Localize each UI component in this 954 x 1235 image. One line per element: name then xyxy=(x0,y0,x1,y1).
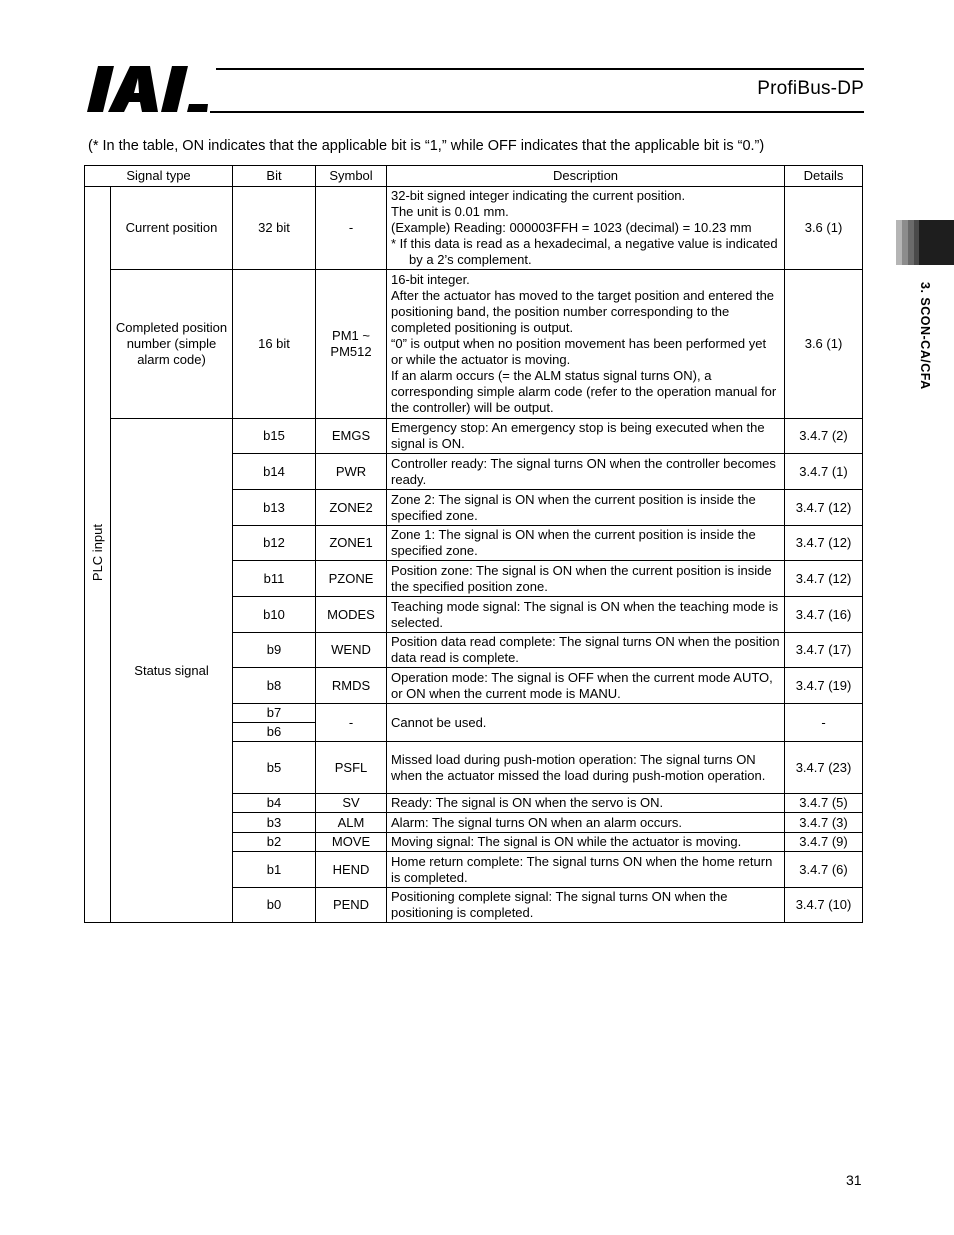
symbol-cell: PEND xyxy=(316,888,387,923)
document-title: ProfiBus-DP xyxy=(757,78,864,99)
plc-input-group xyxy=(85,187,111,923)
description-cell: Position zone: The signal is ON when the current position is inside the specified position zone. xyxy=(387,561,785,597)
symbol-cell: EMGS xyxy=(316,419,387,454)
bit-cell: b3 xyxy=(233,813,316,833)
desc-line: The unit is 0.01 mm. xyxy=(391,204,509,219)
bit-cell: b15 xyxy=(233,419,316,454)
bit-cell: b1 xyxy=(233,852,316,888)
col-symbol: Symbol xyxy=(316,166,387,187)
description-cell: Alarm: The signal turns ON when an alarm occurs. xyxy=(387,813,785,833)
details-cell: 3.6 (1) xyxy=(785,187,863,270)
page-number: 31 xyxy=(846,1172,862,1188)
bit-cell: b4 xyxy=(233,794,316,813)
bit-cell: b14 xyxy=(233,454,316,490)
details-cell: 3.4.7 (5) xyxy=(785,794,863,813)
symbol-cell: ZONE1 xyxy=(316,526,387,561)
details-cell: 3.4.7 (3) xyxy=(785,813,863,833)
desc-line: After the actuator has moved to the target position and entered the positioning band, the position number corresponding to the completed positioning is output. xyxy=(391,288,775,335)
bit-cell: b12 xyxy=(233,526,316,561)
description-cell: Teaching mode signal: The signal is ON when the teaching mode is selected. xyxy=(387,597,785,633)
bit-cell: b0 xyxy=(233,888,316,923)
details-cell: 3.4.7 (9) xyxy=(785,833,863,852)
symbol-cell: - xyxy=(316,187,387,270)
symbol-cell: PSFL xyxy=(316,742,387,794)
symbol-cell: WEND xyxy=(316,633,387,668)
description-cell: Cannot be used. xyxy=(387,704,785,742)
description-cell: Emergency stop: An emergency stop is being executed when the signal is ON. xyxy=(387,419,785,454)
symbol-cell: - xyxy=(316,704,387,742)
description-cell: Zone 2: The signal is ON when the current position is inside the specified zone. xyxy=(387,490,785,526)
details-cell: - xyxy=(785,704,863,742)
description-cell: Ready: The signal is ON when the servo is ON. xyxy=(387,794,785,813)
table-row-current-position xyxy=(85,187,863,270)
description-cell: Controller ready: The signal turns ON when the controller becomes ready. xyxy=(387,454,785,490)
description-cell: Position data read complete: The signal turns ON when the position data read is complete. xyxy=(387,633,785,668)
details-cell: 3.4.7 (23) xyxy=(785,742,863,794)
symbol-cell: ZONE2 xyxy=(316,490,387,526)
details-cell: 3.4.7 (12) xyxy=(785,526,863,561)
details-cell: 3.4.7 (2) xyxy=(785,419,863,454)
description-cell: Missed load during push-motion operation: The signal turns ON when the actuator missed the load during push-motion operation. xyxy=(387,742,785,794)
signal-type-cell: Completed position number (simple alarm code) xyxy=(111,270,233,419)
details-cell: 3.4.7 (10) xyxy=(785,888,863,923)
table-row-completed-position xyxy=(85,270,863,419)
details-cell: 3.4.7 (1) xyxy=(785,454,863,490)
desc-note: * If this data is read as a hexadecimal, a negative value is indicated by a 2’s complement. xyxy=(391,236,778,267)
symbol-cell: ALM xyxy=(316,813,387,833)
signal-table xyxy=(84,165,863,923)
symbol-cell: PM1 ~ PM512 xyxy=(316,270,387,419)
details-cell: 3.4.7 (6) xyxy=(785,852,863,888)
description-cell: Home return complete: The signal turns ON when the home return is completed. xyxy=(387,852,785,888)
bit-cell: b8 xyxy=(233,668,316,704)
table-note: (* In the table, ON indicates that the applicable bit is “1,” while OFF indicates that the applicable bit is “0.”) xyxy=(88,138,765,154)
details-cell: 3.6 (1) xyxy=(785,270,863,419)
signal-type-cell: Current position xyxy=(111,187,233,270)
details-cell: 3.4.7 (12) xyxy=(785,561,863,597)
bit-cell: b5 xyxy=(233,742,316,794)
plc-input-label: PLC input xyxy=(89,523,105,582)
description-cell xyxy=(387,270,785,419)
table-header-row xyxy=(85,166,863,187)
bit-cell: b9 xyxy=(233,633,316,668)
col-details: Details xyxy=(785,166,863,187)
col-signal-type: Signal type xyxy=(85,166,233,187)
symbol-cell: HEND xyxy=(316,852,387,888)
bit-cell: b2 xyxy=(233,833,316,852)
symbol-cell: MODES xyxy=(316,597,387,633)
bit-cell: b7 xyxy=(233,704,316,723)
details-cell: 3.4.7 (16) xyxy=(785,597,863,633)
description-cell: Moving signal: The signal is ON while the actuator is moving. xyxy=(387,833,785,852)
desc-line: “0” is output when no position movement has been performed yet or while the actuator is moving. xyxy=(391,336,767,367)
symbol-cell: MOVE xyxy=(316,833,387,852)
description-cell: Zone 1: The signal is ON when the current position is inside the specified zone. xyxy=(387,526,785,561)
description-cell xyxy=(387,187,785,270)
bit-cell: b6 xyxy=(233,723,316,742)
col-bit: Bit xyxy=(233,166,316,187)
bit-cell: 16 bit xyxy=(233,270,316,419)
symbol-cell: PZONE xyxy=(316,561,387,597)
bit-cell: 32 bit xyxy=(233,187,316,270)
bit-cell: b13 xyxy=(233,490,316,526)
chapter-tab xyxy=(896,220,954,265)
desc-line: If an alarm occurs (= the ALM status signal turns ON), a corresponding simple alarm code (refer to the operation manual for the controller) will be output. xyxy=(391,368,777,415)
details-cell: 3.4.7 (12) xyxy=(785,490,863,526)
iai-logo xyxy=(86,64,208,116)
desc-line: 16-bit integer. xyxy=(391,272,470,287)
desc-line: 32-bit signed integer indicating the current position. xyxy=(391,188,686,203)
status-signal-cell: Status signal xyxy=(111,419,233,923)
symbol-cell: SV xyxy=(316,794,387,813)
description-cell: Positioning complete signal: The signal turns ON when the positioning is completed. xyxy=(387,888,785,923)
desc-line: (Example) Reading: 000003FFH = 1023 (decimal) = 10.23 mm xyxy=(391,220,752,235)
header-rule-top xyxy=(216,68,864,70)
col-description: Description xyxy=(387,166,785,187)
header-rule-bottom xyxy=(210,111,864,113)
bit-cell: b10 xyxy=(233,597,316,633)
bit-cell: b11 xyxy=(233,561,316,597)
details-cell: 3.4.7 (17) xyxy=(785,633,863,668)
symbol-cell: RMDS xyxy=(316,668,387,704)
description-cell: Operation mode: The signal is OFF when the current mode AUTO, or ON when the current mode is MANU. xyxy=(387,668,785,704)
table-row xyxy=(85,419,863,454)
symbol-cell: PWR xyxy=(316,454,387,490)
page-header xyxy=(86,64,864,116)
details-cell: 3.4.7 (19) xyxy=(785,668,863,704)
chapter-label: 3. SCON-CA/CFA xyxy=(918,282,932,390)
